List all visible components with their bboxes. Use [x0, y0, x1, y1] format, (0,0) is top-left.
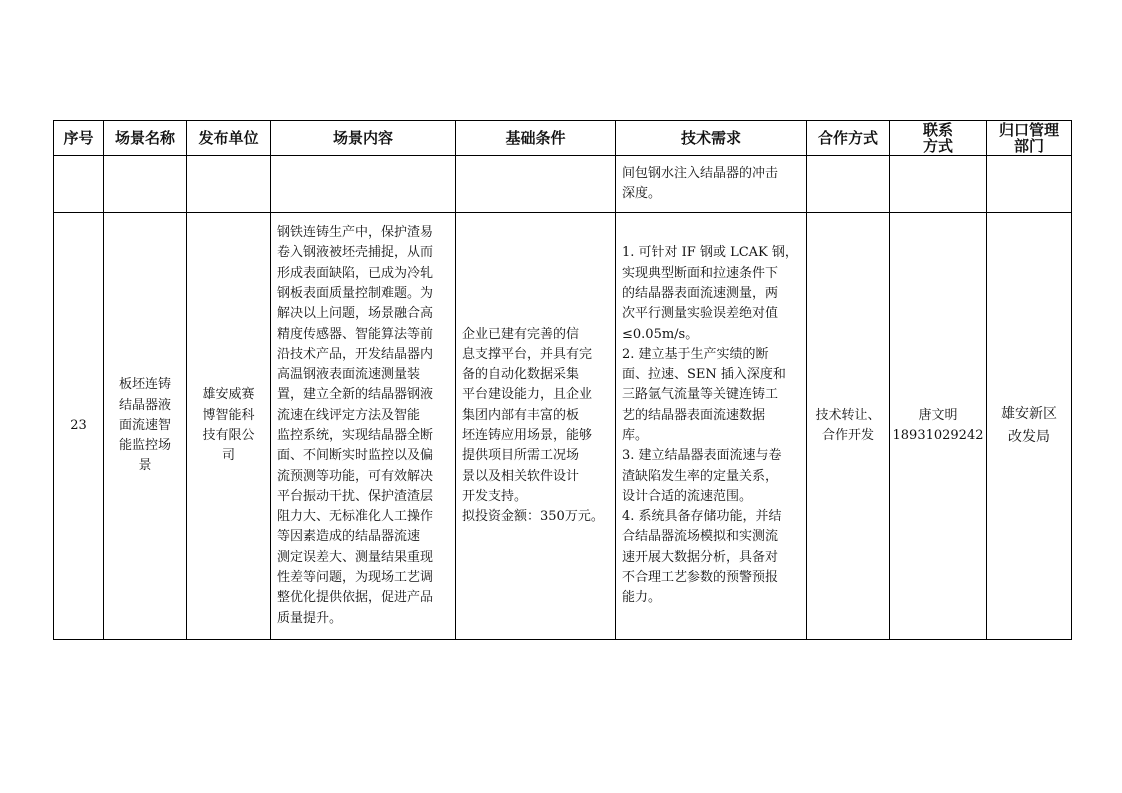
contact-cell [890, 213, 987, 640]
department: 雄安新区 改发局 [1001, 406, 1057, 445]
tech-requirements-cell [616, 213, 807, 640]
continuation-empty-cell [271, 156, 456, 213]
scene-content-cell [271, 213, 456, 640]
cooperation-cell [807, 213, 890, 640]
continuation-empty-cell [187, 156, 271, 213]
header-cooperation: 合作方式 [807, 121, 890, 156]
continuation-empty-cell [987, 156, 1072, 213]
header-contact: 联系 方式 [890, 121, 987, 156]
header-scene-content: 场景内容 [271, 121, 456, 156]
continuation-empty-cell [104, 156, 187, 213]
header-department: 归口管理 部门 [987, 121, 1072, 156]
contact: 唐文明 18931029242 [892, 407, 984, 443]
continuation-tech-text: 间包钢水注入结晶器的冲击 深度。 [622, 165, 779, 201]
continuation-empty-cell [456, 156, 616, 213]
department-cell [987, 213, 1072, 640]
project-table [53, 120, 1072, 640]
row-index: 23 [70, 417, 87, 433]
header-publisher: 发布单位 [187, 121, 271, 156]
header-tech-requirements: 技术需求 [616, 121, 807, 156]
tech-requirements: 1. 可针对 IF 钢或 LCAK 钢， 实现典型断面和拉速条件下 的结晶器表面流速测量，两 次平行测量实验误差绝对值 ≤0.05m/s。 2. 建立基于生产实绩的断 面、拉速、SEN 插入深度和 三路氩气流量等关键连铸工 艺的结晶器表面流速数据 库。 3. 建立结晶器表面流速与卷 渣缺陷发生率的定量关系， 设计合适的流速范围。 4. 系统具备存储功能，并结 合结晶器流场模拟和实测流 速开展大数据分析，具备对 不合理工艺参数的预警预报 能力。 [622, 245, 798, 606]
continuation-empty-cell [54, 156, 104, 213]
scene-name: 板坯连铸 结晶器液 面流速智 能监控场 景 [118, 377, 171, 474]
continuation-tech-cell [616, 156, 807, 213]
cooperation: 技术转让、 合作开发 [815, 407, 881, 443]
publisher-cell [187, 213, 271, 640]
table-row [54, 213, 1072, 640]
scene-name-cell [104, 213, 187, 640]
continuation-row [54, 156, 1072, 213]
publisher: 雄安威赛 博智能科 技有限公 司 [202, 387, 255, 464]
row-index-cell [54, 213, 104, 640]
basic-conditions-cell [456, 213, 616, 640]
continuation-empty-cell [890, 156, 987, 213]
header-scene-name: 场景名称 [104, 121, 187, 156]
scene-content: 钢铁连铸生产中，保护渣易 卷入钢液被坯壳捕捉，从而 形成表面缺陷，已成为冷轧 钢板表面质量控制难题。为 解决以上问题，场景融合高 精度传感器、智能算法等前 沿技术产品，开发结晶器内 高温钢液表面流速测量装 置，建立全新的结晶器钢液 流速在线评定方法及智能 监控系统，实现结晶器全断 面、不间断实时监控以及偏 流预测等功能，可有效解决 平台振动干扰、保护渣渣层 阻力大、无标准化人工操作 等因素造成的结晶器流速 测定误差大、测量结果重现 性差等问题，为现场工艺调 整优化提供依据，促进产品 质量提升。 [277, 225, 434, 626]
continuation-empty-cell [807, 156, 890, 213]
basic-conditions: 企业已建有完善的信 息支撑平台，并具有完 备的自动化数据采集 平台建设能力，且企业 集团内部有丰富的板 坯连铸应用场景，能够 提供项目所需工况场 景以及相关软件设计 开发支持。 拟投资金额：350万元。 [462, 326, 604, 525]
header-basic-conditions: 基础条件 [456, 121, 616, 156]
header-row [54, 121, 1072, 156]
header-index: 序号 [54, 121, 104, 156]
